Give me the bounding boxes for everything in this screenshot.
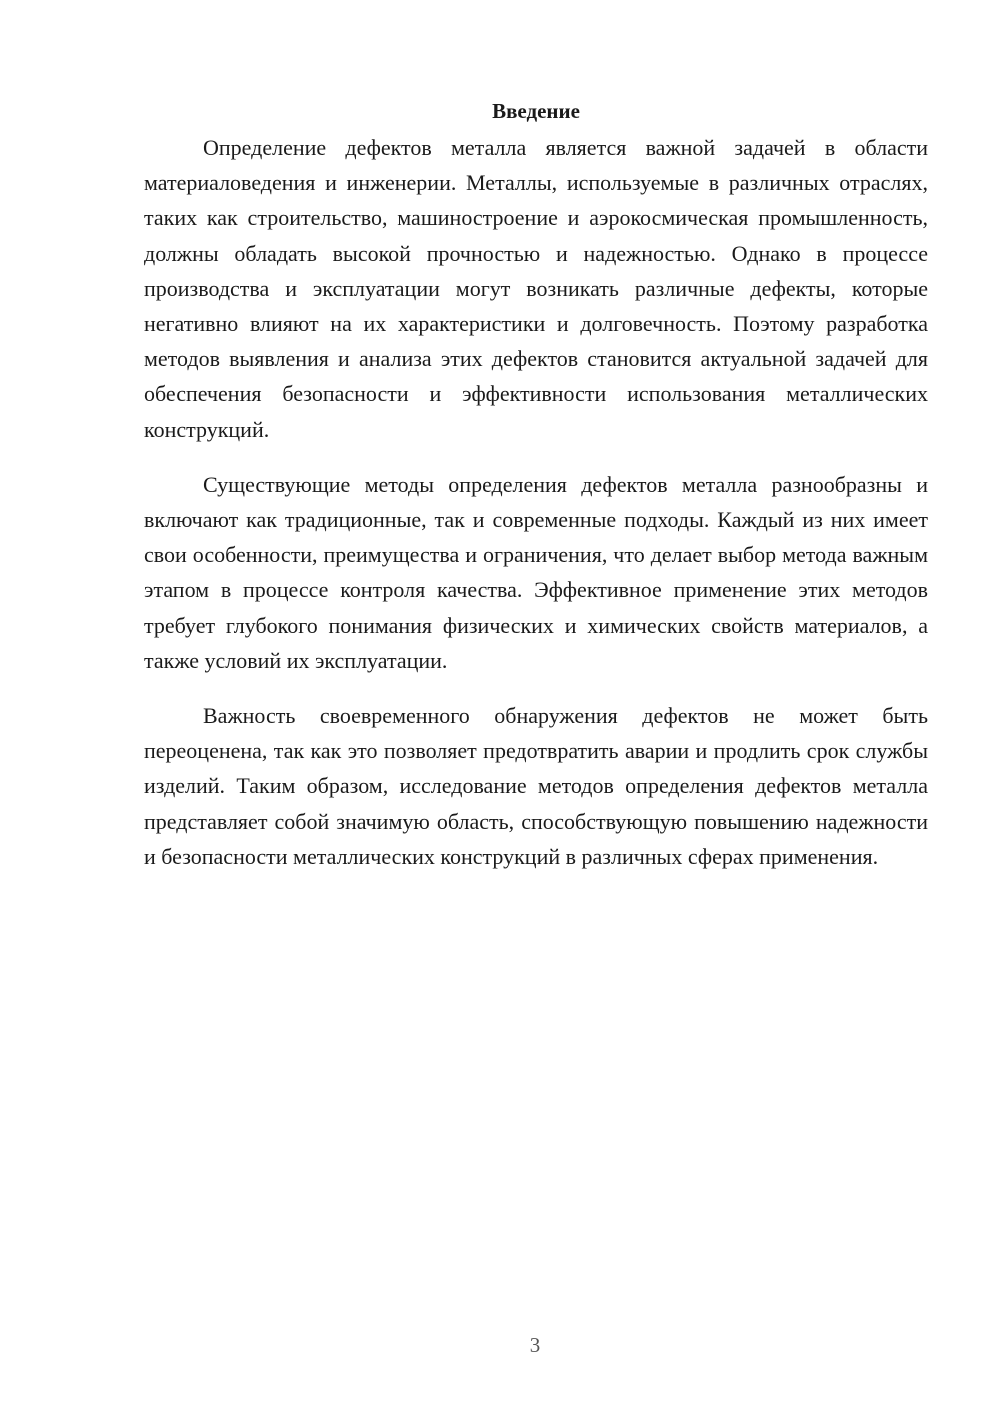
- document-page: [144, 96, 928, 894]
- page-number: 3: [529, 1333, 541, 1357]
- section-title: Введение: [492, 99, 580, 123]
- paragraph-2: Существующие методы определения дефектов металла разнообразны и включают как традиционные, так и современные подходы. Каждый из них имеет свои особенности, преимущества и ограничения, что делает выбор метода важным этапом в процессе контроля качества. Эффективное применение этих методов требует глубокого понимания физических и химических свойств материалов, а также условий их эксплуатации.: [144, 471, 928, 673]
- paragraph-1: Определение дефектов металла является важной задачей в области материаловедения и инженерии. Металлы, используемые в различных отраслях, таких как строительство, машиностроение и аэрокосмическая промышленность, должны обладать высокой прочностью и надежностью. Однако в процессе производства и эксплуатации могут возникать различные дефекты, которые негативно влияют на их характеристики и долговечность. Поэтому разработка методов выявления и анализа этих дефектов становится актуальной задачей для обеспечения безопасности и эффективности использования металлических конструкций.: [144, 135, 928, 442]
- paragraph-3: Важность своевременного обнаружения дефектов не может быть переоценена, так как это позволяет предотвратить аварии и продлить срок службы изделий. Таким образом, исследование методов определения дефектов металла представляет собой значимую область, способствующую повышению надежности и безопасности металлических конструкций в различных сферах применения.: [144, 703, 928, 869]
